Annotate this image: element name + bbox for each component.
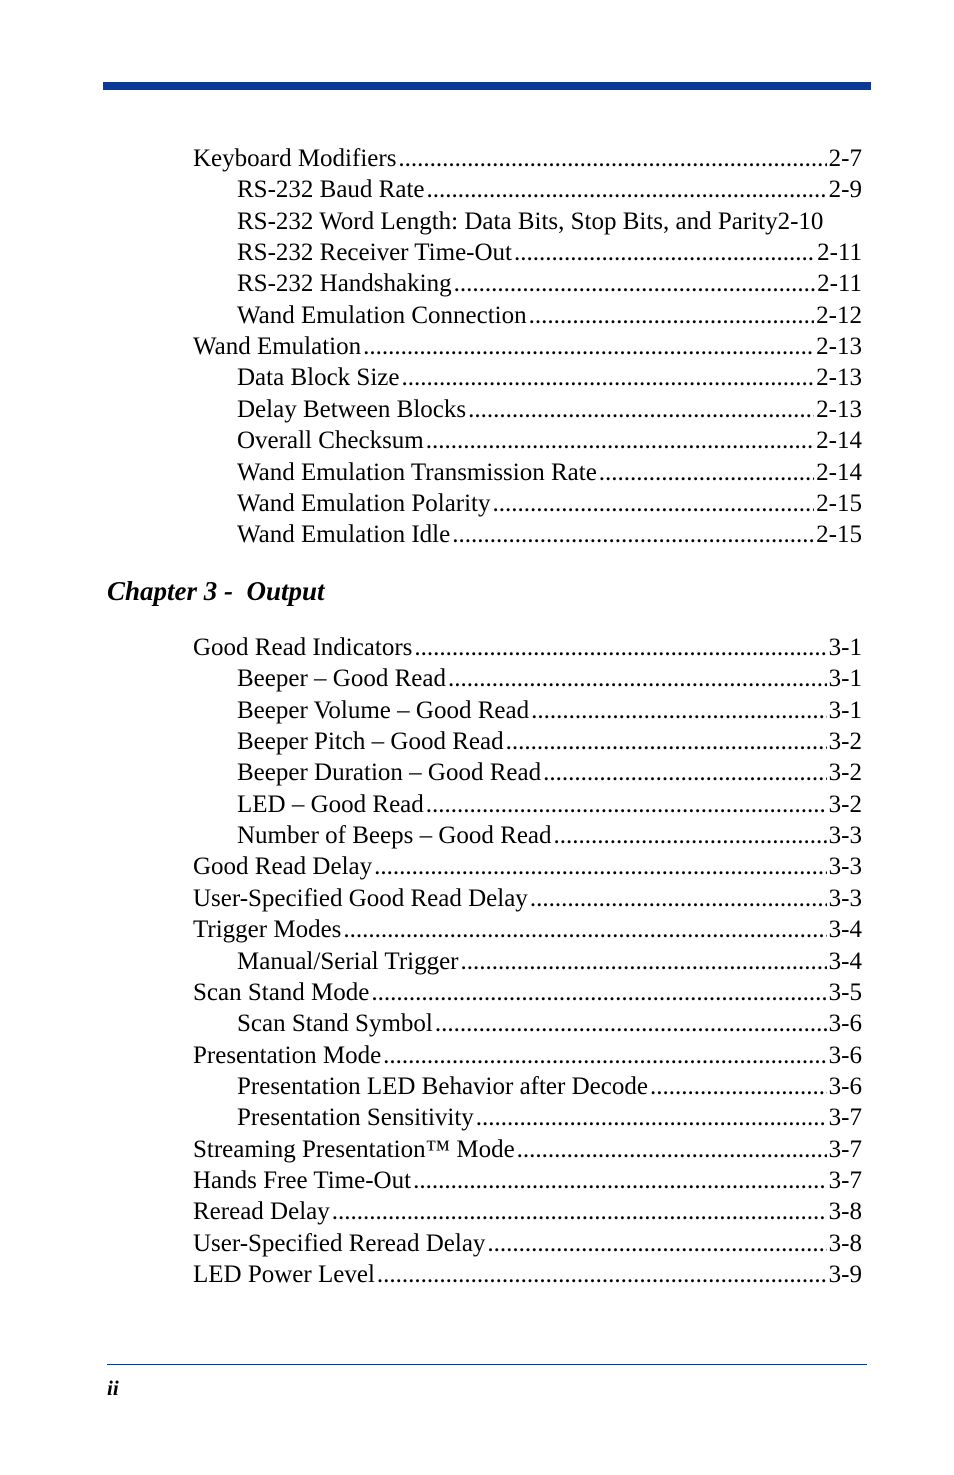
toc-leader-dots [448,663,827,694]
toc-entry[interactable] [237,488,862,519]
toc-leader-dots [543,757,827,788]
toc-entry-page: 3-2 [828,728,862,756]
toc-entry[interactable] [237,362,862,393]
toc-entry[interactable] [237,1071,862,1102]
toc-entry[interactable] [193,851,862,882]
toc-leader-dots [413,1165,827,1196]
toc-entry[interactable] [237,663,862,694]
toc-leader-dots [383,1040,827,1071]
toc-entry-page: 3-1 [828,665,862,693]
toc-entry-title: Delay Between Blocks [237,395,467,423]
toc-entry-title: Presentation Sensitivity [237,1104,474,1132]
toc-entry-title: Wand Emulation Idle [237,521,451,549]
toc-leader-dots [363,331,814,362]
toc-entry-page: 2-12 [816,301,862,329]
toc-entry-page: 3-7 [828,1104,862,1132]
toc-entry-page: 2-9 [828,176,862,204]
toc-entry-title: Number of Beeps – Good Read [237,822,552,850]
toc-entry-title: RS-232 Receiver Time-Out [237,239,512,267]
toc-entry-page: 2-11 [817,270,862,298]
toc-leader-dots [468,394,814,425]
toc-entry-page: 3-1 [828,634,862,661]
toc-entry[interactable] [237,206,862,237]
toc-entry-title: Keyboard Modifiers [193,145,397,172]
toc-entry-page: 3-6 [828,1010,862,1038]
toc-entry-title: Beeper Pitch – Good Read [237,728,504,756]
toc-entry[interactable] [237,946,862,977]
toc-entry-page: 2-10 [777,207,824,235]
toc-leader-dots [514,237,815,268]
toc-leader-dots [332,1196,827,1227]
toc-leader-dots [506,726,827,757]
toc-entry-page: 3-9 [828,1261,862,1288]
toc-entry-title: Hands Free Time-Out [193,1166,412,1194]
toc-entry-title: Overall Checksum [237,427,424,455]
toc-leader-dots [487,1228,826,1259]
toc-entry-title: LED – Good Read [237,790,424,818]
toc-entry-page: 3-2 [828,790,862,818]
toc-leader-dots [650,1071,827,1102]
toc-entry-title: Wand Emulation Transmission Rate [237,458,597,486]
toc-leader-dots [435,1008,827,1039]
toc-leader-dots [461,946,827,977]
toc-entry-title: Presentation LED Behavior after Decode [237,1072,648,1100]
toc-entry-title: LED Power Level [193,1261,375,1288]
toc-leader-dots [517,1134,827,1165]
toc-entry-title: Manual/Serial Trigger [237,947,459,975]
toc-entry-title: RS-232 Handshaking [237,270,452,298]
toc-entry-page: 3-5 [828,978,862,1006]
toc-entry[interactable] [237,695,862,726]
toc-entry[interactable] [193,977,862,1008]
toc-entry-title: Wand Emulation [193,333,362,361]
toc-entry[interactable] [237,425,862,456]
toc-leader-dots [374,851,827,882]
toc-entry[interactable] [237,789,862,820]
toc-leader-dots [531,695,827,726]
toc-entry-page: 3-1 [828,696,862,724]
toc-entry-title: Good Read Delay [193,853,373,881]
toc-entry[interactable] [193,1228,862,1259]
toc-entry[interactable] [237,268,862,299]
toc-entry-title: Beeper – Good Read [237,665,446,693]
toc-entry-title: Scan Stand Symbol [237,1010,433,1038]
toc-leader-dots [427,174,827,205]
toc-leader-dots [398,143,826,174]
toc-entry[interactable] [237,394,862,425]
toc-entry-title: Presentation Mode [193,1041,382,1069]
toc-leader-dots [377,1259,827,1290]
toc-entry[interactable] [193,1134,862,1165]
toc-entry-page: 2-14 [816,427,862,455]
toc-entry[interactable] [193,1196,862,1227]
toc-entry-page: 3-3 [828,884,862,912]
toc-leader-dots [529,300,815,331]
toc-leader-dots [452,519,814,550]
toc-entry[interactable] [237,519,862,550]
page-number: ii [107,1376,119,1400]
toc-entry-title: Wand Emulation Connection [237,301,527,329]
toc-leader-dots [343,914,826,945]
toc-entry[interactable] [237,457,862,488]
toc-entry[interactable] [193,632,862,663]
toc-leader-dots [454,268,816,299]
toc-entry-page: 2-15 [816,521,862,549]
toc-leader-dots [493,488,815,519]
toc-leader-dots [401,362,814,393]
toc-entry-page: 2-14 [816,458,862,486]
toc-leader-dots [426,425,814,456]
toc-entry[interactable] [237,757,862,788]
toc-entry-page: 3-6 [828,1072,862,1100]
toc-entry-title: Beeper Duration – Good Read [237,759,542,787]
toc-entry[interactable] [193,143,862,174]
toc-entry[interactable] [237,174,862,205]
toc-entry-title: User-Specified Good Read Delay [193,884,528,912]
toc-entry-title: Streaming Presentation™ Mode [193,1135,515,1163]
toc-entry-page: 3-3 [828,822,862,850]
toc-leader-dots [554,820,827,851]
toc-entry-page: 2-11 [817,239,862,267]
toc-entry-page: 3-2 [828,759,862,787]
toc-leader-dots [426,789,827,820]
toc-entry[interactable] [237,237,862,268]
toc-entry-page: 2-13 [816,333,862,361]
toc-entry-page: 3-6 [828,1041,862,1069]
toc-entry-title: Data Block Size [237,364,400,392]
toc-entry-title: Reread Delay [193,1198,330,1226]
toc-entry-page: 3-8 [828,1198,862,1226]
toc-entry[interactable] [193,914,862,945]
toc-entry[interactable] [193,1165,862,1196]
toc-entry-page: 3-7 [828,1135,862,1163]
toc-entry[interactable] [237,1102,862,1133]
toc-entry-page: 2-7 [828,145,862,172]
toc-leader-dots [530,883,827,914]
toc-entry-page: 3-8 [828,1229,862,1257]
toc-entry-title: User-Specified Reread Delay [193,1229,486,1257]
toc-entry-title: RS-232 Baud Rate [237,176,425,204]
toc-entry-title: Beeper Volume – Good Read [237,696,530,724]
toc-entry-page: 3-4 [828,916,862,944]
toc-entry[interactable] [193,1259,862,1290]
toc-entry-page: 3-3 [828,853,862,881]
toc-entry[interactable] [237,726,862,757]
toc-entry-title: Scan Stand Mode [193,978,370,1006]
toc-entry[interactable] [193,331,862,362]
toc-leader-dots [599,457,814,488]
toc-entry-page: 3-7 [828,1166,862,1194]
footer-rule [107,1364,867,1365]
toc-entry[interactable] [237,820,862,851]
toc-entry[interactable] [237,1008,862,1039]
toc-entry-title: Good Read Indicators [193,634,413,661]
toc-entry-page: 3-4 [828,947,862,975]
toc-leader-dots [371,977,826,1008]
toc-entry-page: 2-13 [816,364,862,392]
toc-entry-page: 2-13 [816,395,862,423]
toc-entry[interactable] [193,883,862,914]
toc-entry-title: RS-232 Word Length: Data Bits, Stop Bits, and Parity [237,207,778,235]
toc-entry[interactable] [237,300,862,331]
header-bar [103,82,871,90]
toc-entry-page: 2-15 [816,489,862,517]
chapter-heading: Chapter 3 - Output [107,576,325,606]
toc-leader-dots [414,632,826,663]
toc-leader-dots [476,1102,827,1133]
toc-entry[interactable] [193,1040,862,1071]
toc-entry-title: Wand Emulation Polarity [237,489,491,517]
toc-entry-title: Trigger Modes [193,916,342,944]
